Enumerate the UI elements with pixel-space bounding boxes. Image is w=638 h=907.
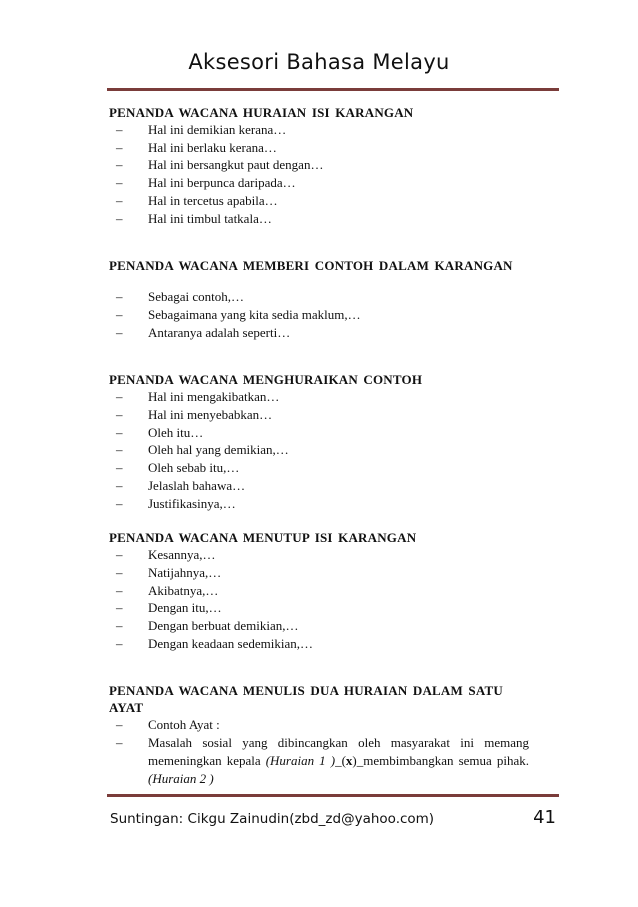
dash-marker: – bbox=[116, 717, 123, 733]
dash-marker: – bbox=[116, 582, 123, 598]
dash-marker: – bbox=[116, 175, 123, 191]
list-item: – Oleh hal yang demikian,… bbox=[116, 442, 289, 458]
section-menghuraikan-contoh bbox=[109, 371, 529, 512]
dash-marker: – bbox=[116, 600, 123, 616]
list-item: – Natijahnya,… bbox=[116, 564, 222, 580]
list-item: – Dengan itu,… bbox=[116, 600, 222, 616]
dash-marker: – bbox=[116, 389, 123, 405]
list-item: – Hal ini berpunca daripada… bbox=[116, 175, 296, 191]
list-item: – Jelaslah bahawa… bbox=[116, 477, 246, 493]
item-list bbox=[109, 288, 529, 341]
dash-marker: – bbox=[116, 324, 123, 340]
dash-marker: – bbox=[116, 289, 123, 305]
dash-marker: – bbox=[116, 735, 123, 751]
conjunction-marker: x bbox=[345, 752, 353, 768]
list-item: – Kesannya,… bbox=[116, 547, 216, 563]
dash-marker: – bbox=[116, 210, 123, 226]
dash-marker: – bbox=[116, 122, 123, 137]
item-list bbox=[109, 121, 529, 227]
list-item: – Oleh sebab itu,… bbox=[116, 460, 240, 476]
section-memberi-contoh bbox=[109, 257, 529, 341]
list-item: – Dengan berbuat demikian,… bbox=[116, 618, 299, 634]
dash-marker: – bbox=[116, 564, 123, 580]
example-text-part1: Masalah sosial yang dibincangkan oleh masyarakat ini memang memeningkan kepala bbox=[148, 735, 529, 768]
section-dua-huraian bbox=[109, 682, 529, 787]
list-item: – Contoh Ayat : bbox=[116, 717, 220, 733]
dash-marker: – bbox=[116, 460, 123, 476]
section-heading: PENANDA WACANA HURAIAN ISI KARANGAN bbox=[109, 105, 414, 120]
document-body bbox=[109, 104, 529, 787]
huraian-1-label: (Huraian 1 ) bbox=[265, 752, 336, 768]
section-huraian-isi bbox=[109, 104, 529, 227]
dash-marker: – bbox=[116, 635, 123, 651]
header-rule bbox=[107, 88, 559, 91]
section-heading: PENANDA WACANA MENULIS DUA HURAIAN DALAM SATU AYAT bbox=[109, 683, 503, 716]
footer-rule bbox=[107, 794, 559, 797]
dash-marker: – bbox=[116, 495, 123, 511]
dash-marker: – bbox=[116, 157, 123, 173]
list-item: – Hal ini berlaku kerana… bbox=[116, 139, 277, 155]
list-item: – Hal ini demikian kerana… bbox=[116, 122, 287, 137]
dash-marker: – bbox=[116, 477, 123, 493]
list-item: – Hal ini mengakibatkan… bbox=[116, 389, 280, 405]
section-menutup-isi bbox=[109, 529, 529, 652]
page-number: 41 bbox=[533, 807, 556, 828]
list-item: – Akibatnya,… bbox=[116, 582, 219, 598]
list-item: – Dengan keadaan sedemikian,… bbox=[116, 635, 313, 651]
list-item: – Justifikasinya,… bbox=[116, 495, 236, 511]
list-item: – Antaranya adalah seperti… bbox=[116, 324, 291, 340]
item-list bbox=[109, 716, 529, 787]
section-heading: PENANDA WACANA MEMBERI CONTOH DALAM KARANGAN bbox=[109, 258, 513, 274]
item-list bbox=[109, 388, 529, 512]
section-heading: PENANDA WACANA MENGHURAIKAN CONTOH bbox=[109, 372, 423, 388]
list-item: – Oleh itu… bbox=[116, 424, 204, 440]
dash-marker: – bbox=[116, 407, 123, 423]
footer-credit: Suntingan: Cikgu Zainudin(zbd_zd@yahoo.com) bbox=[110, 811, 435, 827]
example-sentence: – Masalah sosial yang dibincangkan oleh masyarakat ini memang memeningkan kepala (Huraian 1 )_(x)_membimbangkan semua pihak. (Huraian 2 ) bbox=[116, 735, 529, 786]
dash-marker: – bbox=[116, 139, 123, 155]
huraian-2-label: (Huraian 2 ) bbox=[148, 770, 214, 786]
dash-marker: – bbox=[116, 192, 123, 208]
dash-marker: – bbox=[116, 306, 123, 322]
dash-marker: – bbox=[116, 618, 123, 634]
list-item: – Sebagai contoh,… bbox=[116, 289, 245, 305]
list-item: – Sebagaimana yang kita sedia maklum,… bbox=[116, 306, 361, 322]
dash-marker: – bbox=[116, 442, 123, 458]
list-item: – Hal ini menyebabkan… bbox=[116, 407, 273, 423]
page-header-title: Aksesori Bahasa Melayu bbox=[188, 50, 450, 74]
dash-marker: – bbox=[116, 424, 123, 440]
item-list bbox=[109, 546, 529, 652]
list-item: – Hal ini timbul tatkala… bbox=[116, 210, 272, 226]
example-text-part2: membimbangkan semua pihak. bbox=[363, 752, 529, 768]
section-heading: PENANDA WACANA MENUTUP ISI KARANGAN bbox=[109, 530, 417, 546]
dash-marker: – bbox=[116, 547, 123, 563]
list-item: – Hal ini bersangkut paut dengan… bbox=[116, 157, 324, 173]
list-item: – Hal in tercetus apabila… bbox=[116, 192, 278, 208]
